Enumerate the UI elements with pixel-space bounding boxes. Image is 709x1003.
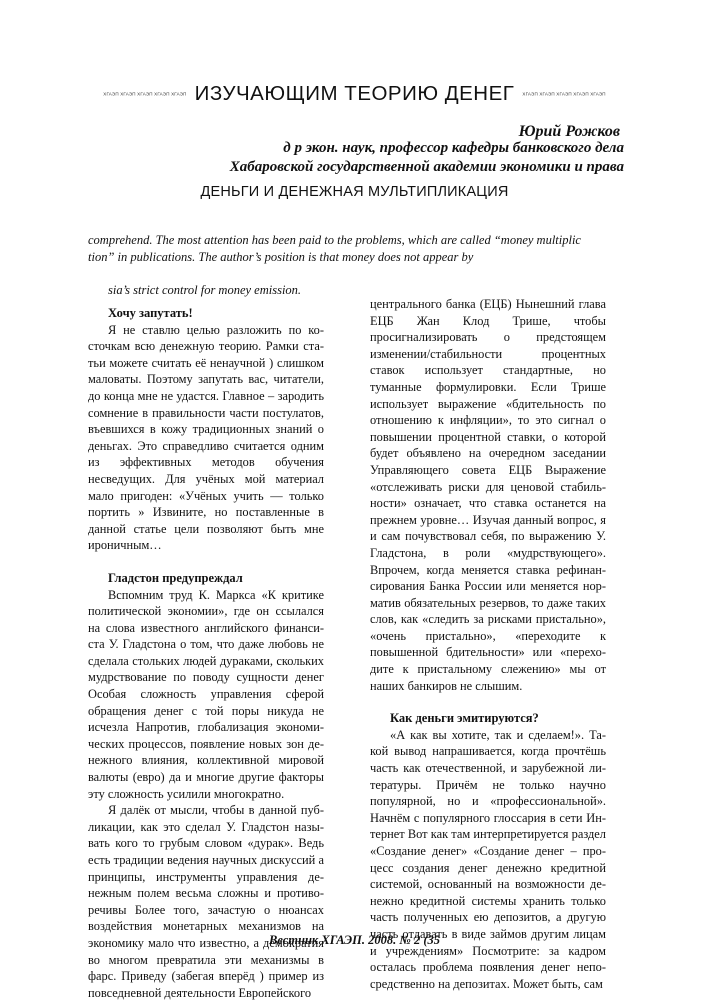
- abstract-line-2: tion” in publications. The author’s position is that money does not appear by: [88, 250, 474, 264]
- right-column: [370, 296, 606, 992]
- header-decoration-right: ХГАЭП ХГАЭП ХГАЭП ХГАЭП ХГАЭП: [522, 91, 606, 97]
- section-heading-gladstone: Гладстон предупреждал: [108, 570, 243, 585]
- paragraph: Я не ставлю целью разложить по косточкам всю денежную теорию. Рамки статьи можете считать её ненаучной ) слишком маловаты. Поэтому запутать вас, читатели, до конца мне не удастся. Главное – зародить сомнение в правильности части постулатов, въевшихся в кожу традиционных знаний о деньгах. Это справедливо считается одним из эффективных методов обучения несведущих. Для учёных мой материал мало пригоден: «Учёных учить — только портить » Извините, но поставленные в данной статье цели позволяют быть мне ироничным…: [88, 322, 324, 553]
- abstract-line-1: comprehend. The most attention has been paid to the problems, which are called “money multiplic: [88, 233, 581, 247]
- section-heading-emission: Как деньги эмитируются?: [390, 711, 539, 726]
- affiliation-line-1: д р экон. наук, профессор кафедры банковского дела: [283, 140, 624, 156]
- affiliation-line-2: Хабаровской государственной академии экономики и права: [229, 158, 624, 175]
- section-heading-confuse: Хочу запутать!: [108, 306, 193, 320]
- paragraph: «А как вы хотите, так и сделаем!». Такой вывод напрашивается, когда прочтёшь часть как отечественной, и зарубежной литературы. Причём не только научно популярной, но и «профессиональной». Начнём с популярного глоссария в сети Интернет Вот как там интерпретируется раздел «Создание денег» «Создание денег – процесс создания денег денежно кредитной системой, основанный на возможности денежно кредитной системы хранить только часть полученных ею депозитов, а другую часть отдавать в виде займов другим лицам и учреждениям» Посмотрите: за кадром осталась проблема появления денег непосредственно на депозитах. Может быть, сам: [370, 727, 606, 991]
- paragraph: Вспомним труд К. Маркса «К критике политической экономии», где он ссылался на слова известного английского финансиста У. Гладстона о том, что даже любовь не сделала стольких людей дураками, скольких мудрствование по поводу сущности денег Особая сложность управления сферой обращения денег с той поры никуда не исчезла Напротив, глобализация экономических процессов, появление новых зон денежного влияния, коллективной мировой валюты (евро) да и многие другие факторы эту сложность усилили многократно.: [88, 587, 324, 801]
- header-decoration-left: ХГАЭП ХГАЭП ХГАЭП ХГАЭП ХГАЭП: [103, 91, 187, 97]
- author-name: Юрий Рожков: [518, 123, 620, 140]
- journal-footer: Вестник ХГАЭП. 2008. № 2 (35: [269, 933, 440, 947]
- paragraph: Я далёк от мысли, чтобы в данной публикации, как это сделал У. Гладстон называть кого то грубым словом «дурак». Ведь есть традиции ведения научных дискуссий а принципы, инструменты управления денежным полем весьма сложны и противоречивы Более того, зачастую о нюансах воздействия монетарных механизмов на экономику мало что известно, а демократия во многом превратила эти механизмы в фарс. Приведу (забегая вперёд ) пример из повседневной деятельности Европейского: [88, 803, 324, 1000]
- left-column: [88, 305, 324, 1001]
- paragraph: центрального банка (ЕЦБ) Нынешний глава ЕЦБ Жан Клод Трише, чтобы просигнализировать о предстоящем изменении/стабильности процентных ставок использует стандартные, но туманные формулировки. Если Трише использует выражение «бдительность по отношению к инфляции», то это сигнал о повышении процентной ставки, о которой будет объявлено на очередном заседании Управляющего совета ЕЦБ Выражение «отслеживать риски для ценовой стабильности» означает, что ставка останется на прежнем уровне… Изучая данный вопрос, я и сам почувствовал себя, по выражению У. Гладстона, в роли «мудрствующего». Впрочем, когда меняется ставка рефинансирования Банка России или меняется норматив обязательных резервов, то даже таких слов, как «следить за рисками пристально», «очень пристально», «переходите к повышенной бдительности» или «переходите к пристальному слежению» мы от наших банкиров не слышим.: [370, 297, 606, 693]
- author-affiliation: [230, 139, 624, 176]
- header-title: ИЗУЧАЮЩИМ ТЕОРИЮ ДЕНЕГ: [194, 82, 515, 105]
- abstract: [88, 232, 628, 299]
- article-title: ДЕНЬГИ И ДЕНЕЖНАЯ МУЛЬТИПЛИКАЦИЯ: [200, 184, 509, 200]
- abstract-line-3: sia’s strict control for money emission.: [108, 283, 302, 297]
- running-header: [0, 82, 709, 106]
